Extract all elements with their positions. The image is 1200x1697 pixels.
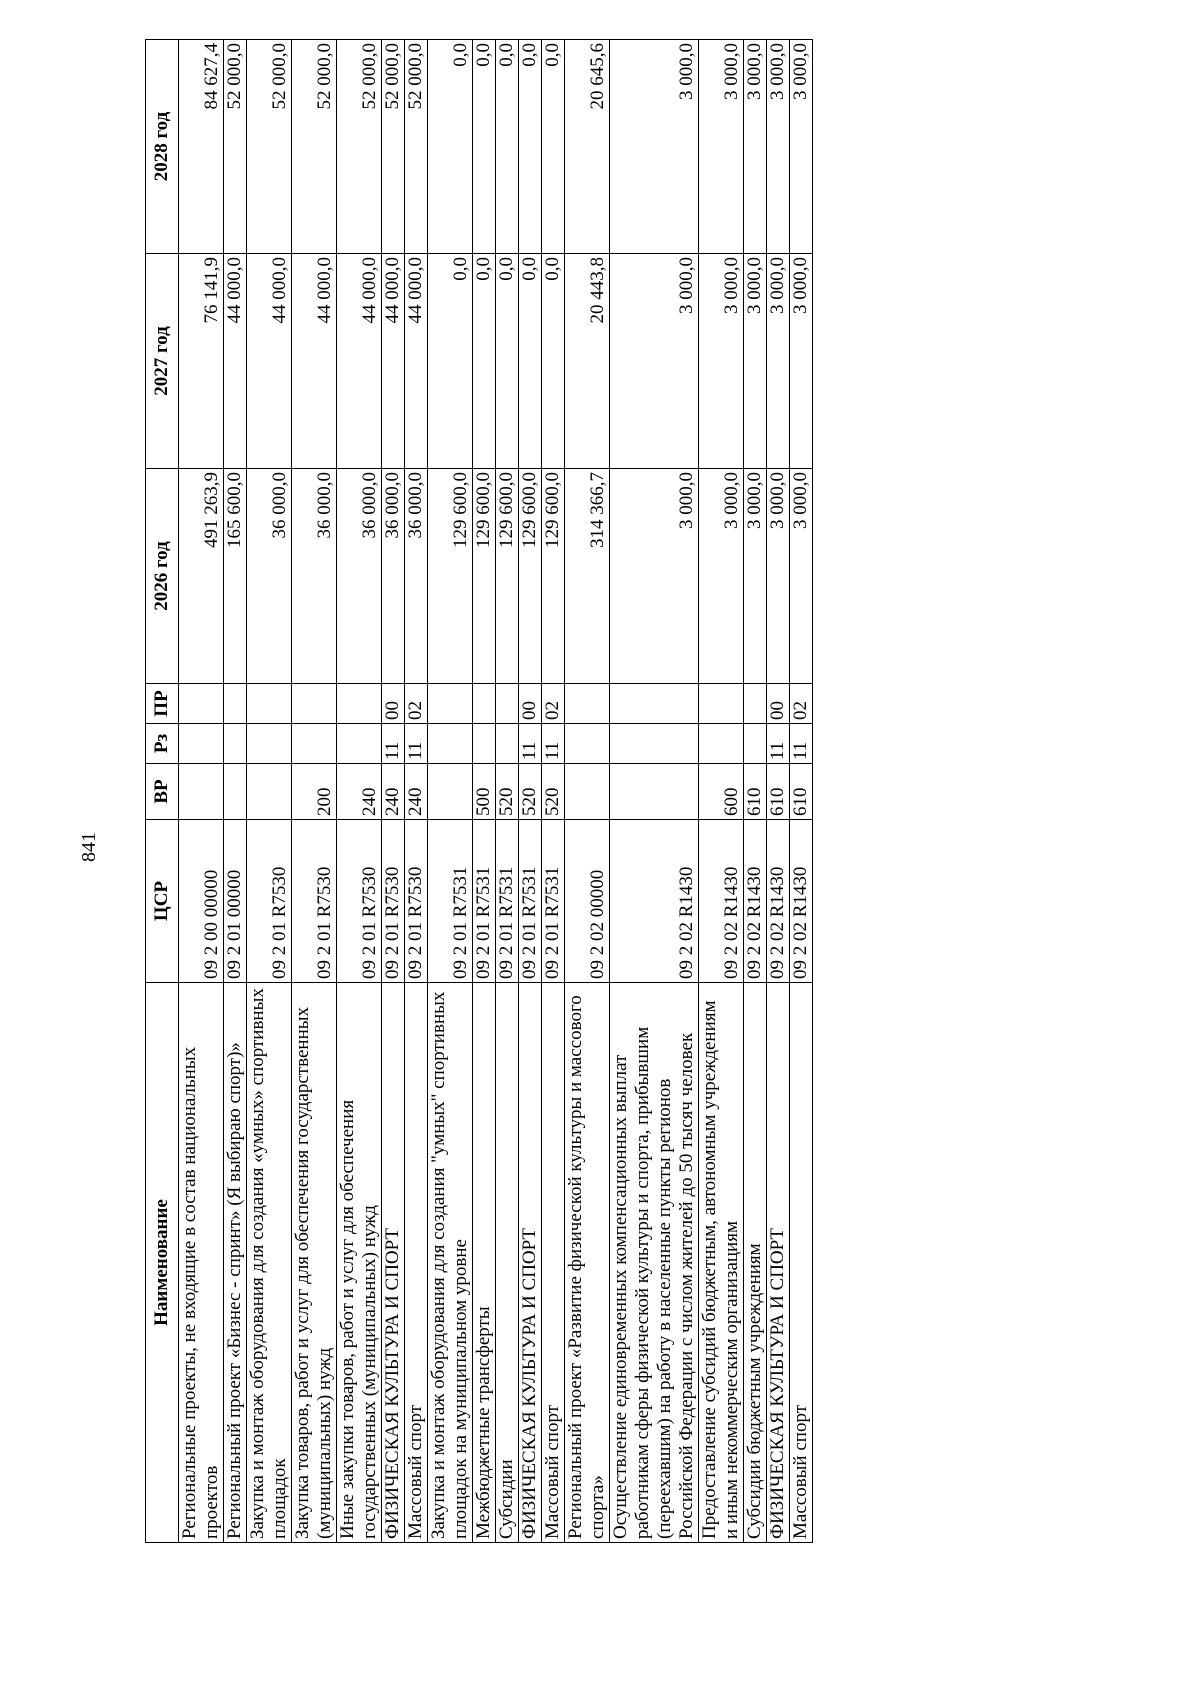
row-vr: 200 [292, 764, 337, 820]
row-2027: 44 000,0 [337, 254, 382, 469]
row-rz: 11 [542, 724, 565, 764]
row-name: Межбюджетные трансферты [473, 983, 496, 1543]
table-row [519, 40, 542, 1543]
row-pr [224, 684, 247, 724]
row-2028: 52 000,0 [247, 40, 292, 254]
row-name: Предоставление субсидий бюджетным, автономным учреждениям и иным некоммерческим организациям [699, 983, 744, 1543]
row-name: Осуществление единовременных компенсационных выплат работникам сферы физической культуры и спорта, прибывшим (переехавшим) на работу в населенные пункты регионов Российской Федерации с числом жителей до 50 тысяч человек [610, 983, 699, 1543]
header-2026: 2026 год [146, 469, 179, 684]
row-name: Региональные проекты, не входящие в состав национальных проектов [179, 983, 224, 1543]
row-csr: 09 2 01 R7531 [496, 820, 519, 983]
row-rz [610, 724, 699, 764]
row-name: Массовый спорт [790, 983, 813, 1543]
row-vr: 600 [699, 764, 744, 820]
row-vr: 520 [519, 764, 542, 820]
table-row [542, 40, 565, 1543]
row-vr: 500 [473, 764, 496, 820]
row-pr [610, 684, 699, 724]
header-2028: 2028 год [146, 40, 179, 254]
row-2027: 44 000,0 [292, 254, 337, 469]
row-name: ФИЗИЧЕСКАЯ КУЛЬТУРА И СПОРТ [382, 983, 405, 1543]
row-rz [496, 724, 519, 764]
row-csr: 09 2 01 R7530 [247, 820, 292, 983]
row-csr: 09 2 02 R1430 [744, 820, 767, 983]
row-2027: 3 000,0 [610, 254, 699, 469]
table-row [247, 40, 292, 1543]
row-2026: 3 000,0 [744, 469, 767, 684]
row-2028: 84 627,4 [179, 40, 224, 254]
row-vr: 520 [496, 764, 519, 820]
row-name: Массовый спорт [542, 983, 565, 1543]
row-csr: 09 2 01 R7531 [519, 820, 542, 983]
table-row [473, 40, 496, 1543]
row-pr [179, 684, 224, 724]
row-2027: 0,0 [473, 254, 496, 469]
row-vr: 610 [790, 764, 813, 820]
row-2027: 0,0 [428, 254, 473, 469]
row-csr: 09 2 02 R1430 [610, 820, 699, 983]
row-2027: 20 443,8 [565, 254, 610, 469]
row-csr: 09 2 01 R7530 [292, 820, 337, 983]
row-pr [744, 684, 767, 724]
table-row [496, 40, 519, 1543]
row-2027: 0,0 [496, 254, 519, 469]
row-2026: 36 000,0 [292, 469, 337, 684]
row-name: ФИЗИЧЕСКАЯ КУЛЬТУРА И СПОРТ [767, 983, 790, 1543]
row-vr: 610 [744, 764, 767, 820]
header-csr: ЦСР [146, 820, 179, 983]
table-row [610, 40, 699, 1543]
row-csr: 09 2 00 00000 [179, 820, 224, 983]
row-rz [292, 724, 337, 764]
table-body [179, 40, 813, 1543]
row-rz [224, 724, 247, 764]
row-rz [565, 724, 610, 764]
table-row [428, 40, 473, 1543]
row-2028: 52 000,0 [382, 40, 405, 254]
row-name: Массовый спорт [405, 983, 428, 1543]
row-csr: 09 2 01 R7531 [473, 820, 496, 983]
row-pr [292, 684, 337, 724]
row-rz [699, 724, 744, 764]
row-vr: 610 [767, 764, 790, 820]
row-2028: 3 000,0 [767, 40, 790, 254]
row-pr: 00 [767, 684, 790, 724]
row-rz: 11 [382, 724, 405, 764]
row-rz [337, 724, 382, 764]
row-name: Региональный проект «Бизнес - спринт» (Я выбираю спорт)» [224, 983, 247, 1543]
row-2027: 3 000,0 [744, 254, 767, 469]
rotated-table-container [145, 40, 1045, 1543]
row-name: Закупка и монтаж оборудования для создания «умных» спортивных площадок [247, 983, 292, 1543]
row-csr: 09 2 01 R7530 [382, 820, 405, 983]
row-2028: 0,0 [473, 40, 496, 254]
row-vr [179, 764, 224, 820]
row-rz: 11 [519, 724, 542, 764]
table-row [179, 40, 224, 1543]
row-name: Региональный проект «Развитие физической культуры и массового спорта» [565, 983, 610, 1543]
row-rz [428, 724, 473, 764]
row-csr: 09 2 02 R1430 [767, 820, 790, 983]
table-row [565, 40, 610, 1543]
table-row [405, 40, 428, 1543]
row-2026: 3 000,0 [790, 469, 813, 684]
row-rz: 11 [767, 724, 790, 764]
row-vr [610, 764, 699, 820]
row-2028: 3 000,0 [699, 40, 744, 254]
table-row [224, 40, 247, 1543]
row-2028: 3 000,0 [744, 40, 767, 254]
table-row [699, 40, 744, 1543]
row-2028: 0,0 [542, 40, 565, 254]
row-name: Закупка товаров, работ и услуг для обеспечения государственных (муниципальных) нужд [292, 983, 337, 1543]
table-row [292, 40, 337, 1543]
row-csr: 09 2 02 R1430 [790, 820, 813, 983]
row-2028: 52 000,0 [405, 40, 428, 254]
row-csr: 09 2 01 R7531 [542, 820, 565, 983]
row-pr [247, 684, 292, 724]
row-csr: 09 2 02 00000 [565, 820, 610, 983]
row-2027: 44 000,0 [224, 254, 247, 469]
row-2027: 44 000,0 [247, 254, 292, 469]
budget-table [145, 39, 813, 1543]
row-vr [247, 764, 292, 820]
header-vr: ВР [146, 764, 179, 820]
row-2026: 491 263,9 [179, 469, 224, 684]
row-pr: 00 [519, 684, 542, 724]
row-2028: 20 645,6 [565, 40, 610, 254]
row-pr [496, 684, 519, 724]
row-pr [473, 684, 496, 724]
row-2026: 129 600,0 [542, 469, 565, 684]
row-2027: 76 141,9 [179, 254, 224, 469]
row-csr: 09 2 02 R1430 [699, 820, 744, 983]
row-2026: 314 366,7 [565, 469, 610, 684]
row-name: Субсидии [496, 983, 519, 1543]
row-rz: 11 [790, 724, 813, 764]
row-pr: 00 [382, 684, 405, 724]
table-row [744, 40, 767, 1543]
row-2028: 0,0 [519, 40, 542, 254]
header-pr: ПР [146, 684, 179, 724]
row-2027: 44 000,0 [405, 254, 428, 469]
row-name: ФИЗИЧЕСКАЯ КУЛЬТУРА И СПОРТ [519, 983, 542, 1543]
row-vr [428, 764, 473, 820]
row-pr: 02 [790, 684, 813, 724]
header-rz: Рз [146, 724, 179, 764]
table-row [337, 40, 382, 1543]
table-row [767, 40, 790, 1543]
row-2026: 165 600,0 [224, 469, 247, 684]
row-2027: 0,0 [542, 254, 565, 469]
row-pr [337, 684, 382, 724]
row-2026: 129 600,0 [473, 469, 496, 684]
row-2026: 129 600,0 [519, 469, 542, 684]
page-number: 841 [78, 832, 100, 862]
row-rz [179, 724, 224, 764]
row-pr [565, 684, 610, 724]
row-2026: 36 000,0 [405, 469, 428, 684]
row-rz [247, 724, 292, 764]
header-name: Наименование [146, 983, 179, 1543]
row-2028: 52 000,0 [337, 40, 382, 254]
row-2027: 3 000,0 [767, 254, 790, 469]
row-vr: 240 [337, 764, 382, 820]
row-pr: 02 [405, 684, 428, 724]
row-2027: 3 000,0 [699, 254, 744, 469]
row-2027: 44 000,0 [382, 254, 405, 469]
row-vr: 240 [382, 764, 405, 820]
row-2028: 0,0 [496, 40, 519, 254]
row-2026: 3 000,0 [767, 469, 790, 684]
row-2026: 36 000,0 [382, 469, 405, 684]
row-2026: 3 000,0 [610, 469, 699, 684]
table-row [382, 40, 405, 1543]
row-pr [428, 684, 473, 724]
row-2028: 0,0 [428, 40, 473, 254]
row-2026: 36 000,0 [337, 469, 382, 684]
row-vr [224, 764, 247, 820]
row-2028: 52 000,0 [224, 40, 247, 254]
table-header-row [146, 40, 179, 1543]
row-csr: 09 2 01 00000 [224, 820, 247, 983]
row-pr [699, 684, 744, 724]
row-2026: 3 000,0 [699, 469, 744, 684]
row-2027: 0,0 [519, 254, 542, 469]
row-rz: 11 [405, 724, 428, 764]
row-2028: 3 000,0 [610, 40, 699, 254]
row-rz [744, 724, 767, 764]
row-2026: 129 600,0 [428, 469, 473, 684]
row-vr: 240 [405, 764, 428, 820]
header-2027: 2027 год [146, 254, 179, 469]
row-pr: 02 [542, 684, 565, 724]
row-csr: 09 2 01 R7531 [428, 820, 473, 983]
row-csr: 09 2 01 R7530 [337, 820, 382, 983]
row-2027: 3 000,0 [790, 254, 813, 469]
row-2028: 52 000,0 [292, 40, 337, 254]
row-2026: 36 000,0 [247, 469, 292, 684]
row-name: Иные закупки товаров, работ и услуг для обеспечения государственных (муниципальных) нужд [337, 983, 382, 1543]
row-vr [565, 764, 610, 820]
row-name: Закупка и монтаж оборудования для создания "умных" спортивных площадок на муниципальном уровне [428, 983, 473, 1543]
row-2028: 3 000,0 [790, 40, 813, 254]
row-vr: 520 [542, 764, 565, 820]
table-row [790, 40, 813, 1543]
row-rz [473, 724, 496, 764]
row-2026: 129 600,0 [496, 469, 519, 684]
row-csr: 09 2 01 R7530 [405, 820, 428, 983]
row-name: Субсидии бюджетным учреждениям [744, 983, 767, 1543]
